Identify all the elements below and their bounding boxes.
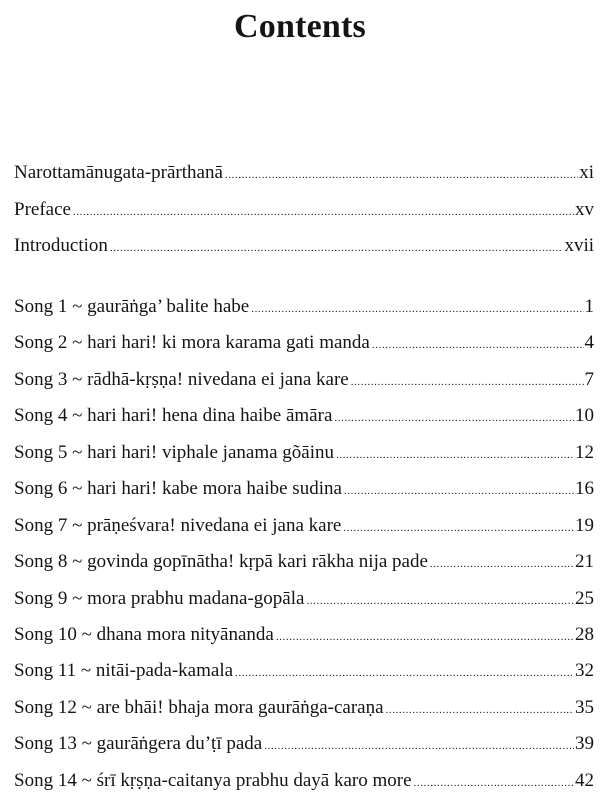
dot-leader	[225, 157, 578, 194]
toc-entry-title: Introduction	[14, 235, 108, 257]
toc-entry-title: Song 2 ~ hari hari! ki mora karama gati manda	[14, 332, 370, 354]
dot-leader	[306, 583, 574, 619]
dot-leader	[344, 473, 574, 509]
toc-entry	[14, 155, 594, 192]
toc-page-number: 12	[575, 441, 594, 463]
toc-entry	[14, 617, 594, 653]
toc-entry	[14, 362, 594, 398]
toc-entry-title: Song 14 ~ śrī kṛṣṇa-caitanya prabhu dayā karo more	[14, 769, 412, 791]
toc-entry	[14, 325, 594, 361]
dot-leader	[251, 291, 583, 327]
toc-page-number: 32	[575, 660, 594, 682]
toc-entry-title: Song 3 ~ rādhā-kṛṣṇa! nivedana ei jana kare	[14, 368, 349, 390]
toc-entry-title: Song 1 ~ gaurāṅga’ balite habe	[14, 296, 250, 317]
toc-entry-title: Song 13 ~ gaurāṅgera du’ṭī pada	[14, 733, 263, 755]
toc-page-number: 35	[575, 696, 594, 718]
dot-leader	[110, 230, 564, 267]
toc-entry-title: Song 4 ~ hari hari! hena dina haibe āmāra	[14, 405, 333, 427]
dot-leader	[372, 327, 584, 363]
toc-entry	[14, 653, 594, 689]
toc-page-number: 42	[575, 769, 594, 791]
dot-leader	[430, 546, 574, 582]
toc-page-number: 7	[584, 368, 594, 390]
toc-entry-title: Song 11 ~ nitāi-pada-kamala	[14, 660, 234, 682]
toc-page-number: 39	[575, 733, 594, 755]
toc-entry-title: Song 9 ~ mora prabhu madana-gopāla	[14, 587, 305, 609]
toc-page-number: 1	[584, 296, 594, 317]
toc-page-number: 4	[584, 332, 594, 354]
toc-entry-title: Song 8 ~ govinda gopīnātha! kṛpā kari rākha nija pade	[14, 551, 428, 573]
toc-entry	[14, 398, 594, 434]
toc-entry	[14, 228, 594, 265]
toc-page-number: xvii	[564, 235, 594, 257]
toc-page-number: 16	[575, 478, 594, 500]
toc-entry	[14, 471, 594, 507]
dot-leader	[343, 510, 574, 546]
toc-page-number: 10	[575, 405, 594, 427]
toc-page-number: 21	[575, 551, 594, 573]
toc-page-number: xv	[575, 198, 594, 220]
dot-leader	[235, 655, 574, 691]
toc-entry-title: Song 5 ~ hari hari! viphale janama gõāinu	[14, 441, 334, 463]
toc-entry-title: Song 10 ~ dhana mora nityānanda	[14, 623, 274, 645]
toc-entry	[14, 544, 594, 580]
toc-entry	[14, 508, 594, 544]
dot-leader	[264, 728, 574, 764]
toc-entry	[14, 289, 594, 325]
toc-entry	[14, 435, 594, 471]
toc-entry-title: Preface	[14, 198, 71, 220]
toc-entry	[14, 192, 594, 229]
toc-entry-title: Narottamānugata-prārthanā	[14, 162, 223, 183]
toc-entry	[14, 581, 594, 617]
dot-leader	[414, 765, 574, 801]
dot-leader	[386, 692, 574, 728]
page-title: Contents	[234, 8, 366, 45]
toc-page-number: xi	[579, 162, 594, 183]
songs-list	[14, 289, 594, 799]
toc-page-number: 28	[575, 623, 594, 645]
dot-leader	[73, 194, 574, 231]
toc-page-number: 19	[575, 514, 594, 536]
toc-page-number: 25	[575, 587, 594, 609]
dot-leader	[351, 364, 584, 400]
toc-entry-title: Song 7 ~ prāṇeśvara! nivedana ei jana kare	[14, 514, 342, 536]
toc-entry-title: Song 6 ~ hari hari! kabe mora haibe sudina	[14, 478, 342, 500]
toc-entry	[14, 763, 594, 799]
toc-entry	[14, 690, 594, 726]
dot-leader	[334, 400, 574, 436]
front-matter-list	[14, 155, 594, 265]
dot-leader	[276, 619, 574, 655]
toc-entry	[14, 726, 594, 762]
toc-entry-title: Song 12 ~ are bhāi! bhaja mora gaurāṅga-caraṇa	[14, 696, 384, 718]
dot-leader	[336, 437, 574, 473]
